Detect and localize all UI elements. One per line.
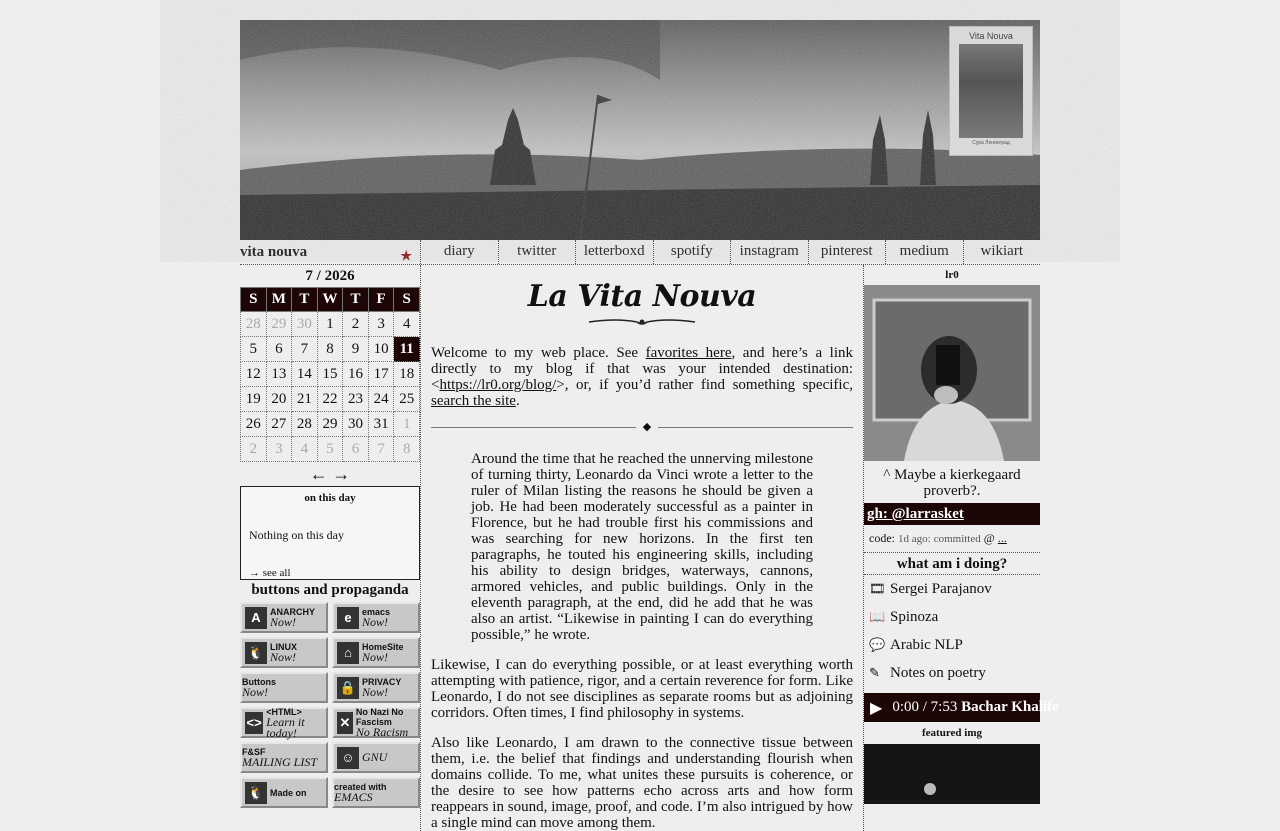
site-name[interactable] bbox=[240, 240, 420, 265]
activity-label: Spinoza bbox=[890, 608, 939, 625]
badge-line1: emacs bbox=[362, 607, 391, 617]
badge-button[interactable] bbox=[332, 672, 420, 703]
weekday-header: T bbox=[343, 288, 369, 312]
header-banner-image bbox=[240, 20, 1040, 240]
weekday-header: S bbox=[394, 288, 420, 312]
featured-image[interactable] bbox=[864, 744, 1040, 804]
diamond-icon: ◆ bbox=[636, 421, 658, 433]
badge-icon: A bbox=[245, 607, 267, 629]
activity-item[interactable] bbox=[864, 631, 1040, 659]
calendar-day[interactable]: 28 bbox=[292, 412, 318, 437]
calendar-day[interactable]: 1 bbox=[394, 412, 420, 437]
badge-line2: No Racism bbox=[355, 725, 409, 739]
calendar-day[interactable]: 29 bbox=[317, 412, 343, 437]
calendar-week bbox=[241, 412, 420, 437]
github-link[interactable]: gh: @larrasket bbox=[864, 503, 1040, 525]
calendar-day[interactable]: 7 bbox=[292, 337, 318, 362]
weekday-header: S bbox=[241, 288, 267, 312]
activity-item[interactable] bbox=[864, 659, 1040, 687]
postcard-image bbox=[959, 44, 1023, 138]
nav-medium[interactable]: medium bbox=[885, 240, 963, 264]
page bbox=[240, 20, 1059, 831]
main-content bbox=[420, 265, 864, 831]
activity-item[interactable] bbox=[864, 575, 1040, 603]
weekday-header: M bbox=[266, 288, 292, 312]
leonardo-quote: Around the time that he reached the unnerving milestone of turning thirty, Leonardo da Vinci wrote a letter to the ruler of Milan listing the reasons he should be given a job. He had been moderately successful as a painter in Florence, but he had trouble first his commissions and was searching for new horizons. In the first ten paragraphs, he touted his engineering skills, including his ability to design bridges, waterways, cannons, armored vehicles, and public buildings. Only in the eleventh paragraph, at the end, did he add that he was also an artist. “Likewise in painting I can do everything possible,” he wrote. bbox=[471, 451, 813, 643]
badge-line2: Learn it today! bbox=[266, 714, 305, 740]
profile-photo bbox=[864, 285, 1040, 461]
calendar-week bbox=[241, 337, 420, 362]
calendar-day[interactable]: 10 bbox=[368, 337, 394, 362]
weekday-header: W bbox=[317, 288, 343, 312]
calendar-month-label: 7 / 2026 bbox=[305, 268, 355, 284]
calendar-day[interactable]: 5 bbox=[317, 437, 343, 462]
calendar-day[interactable]: 14 bbox=[292, 362, 318, 387]
calendar-day[interactable]: 3 bbox=[266, 437, 292, 462]
postcard-thumbnail[interactable] bbox=[949, 26, 1033, 156]
calendar-day[interactable]: 6 bbox=[266, 337, 292, 362]
calendar-week bbox=[241, 387, 420, 412]
badge-icon: 🐧 bbox=[245, 782, 267, 804]
commit-repo-link[interactable]: ... bbox=[997, 531, 1007, 545]
calendar-day[interactable]: 2 bbox=[343, 312, 369, 337]
badge-line2: EMACS bbox=[334, 790, 373, 804]
activity-item[interactable] bbox=[864, 603, 1040, 631]
what-am-i-doing-heading: what am i doing? bbox=[864, 553, 1040, 575]
on-this-day-box bbox=[240, 486, 420, 580]
nav-twitter[interactable]: twitter bbox=[498, 240, 576, 264]
calendar-day[interactable]: 4 bbox=[292, 437, 318, 462]
play-icon[interactable]: ▶ bbox=[870, 699, 883, 717]
buttons-grid bbox=[240, 602, 420, 808]
badge-line2: Now! bbox=[270, 650, 297, 664]
badge-button[interactable] bbox=[240, 637, 328, 668]
calendar-day[interactable]: 18 bbox=[394, 362, 420, 387]
badge-line1: created with bbox=[334, 782, 387, 792]
nav-diary[interactable]: diary bbox=[420, 240, 498, 264]
calendar-next-arrow[interactable]: → bbox=[332, 464, 351, 484]
badge-line2: Now! bbox=[270, 615, 297, 629]
calendar-day[interactable]: 31 bbox=[368, 412, 394, 437]
on-this-day-text: Nothing on this day bbox=[249, 528, 344, 542]
blog-link[interactable]: https://lr0.org/blog/ bbox=[439, 377, 557, 393]
badge-button[interactable] bbox=[332, 742, 420, 773]
postcard-caption: Сура Ленинград bbox=[972, 140, 1010, 146]
favorites-link[interactable]: favorites here bbox=[645, 345, 732, 361]
nav-wikiart[interactable]: wikiart bbox=[963, 240, 1041, 264]
calendar-day[interactable]: 25 bbox=[394, 387, 420, 412]
weekday-header: F bbox=[368, 288, 394, 312]
badge-button[interactable] bbox=[332, 777, 420, 808]
calendar-day[interactable]: 19 bbox=[241, 387, 267, 412]
code-activity: code: 1d ago: committed @ ... bbox=[864, 525, 1040, 553]
calendar-day[interactable]: 1 bbox=[317, 312, 343, 337]
calendar-day[interactable]: 24 bbox=[368, 387, 394, 412]
badge-icon: 🔒 bbox=[337, 677, 359, 699]
logo-flourish-icon bbox=[587, 317, 697, 327]
top-navigation-row bbox=[240, 240, 1040, 265]
player-artist: Bachar Khalife bbox=[961, 699, 1059, 715]
calendar-week bbox=[241, 437, 420, 462]
badge-line2: Now! bbox=[362, 650, 389, 664]
left-sidebar bbox=[240, 265, 420, 831]
badge-icon: 🐧 bbox=[245, 642, 267, 664]
speech-icon: 💬 bbox=[869, 637, 886, 652]
nav-pinterest[interactable]: pinterest bbox=[808, 240, 886, 264]
postcard-title: Vita Nouva bbox=[969, 31, 1013, 41]
main-nav bbox=[420, 240, 1040, 264]
film-icon: 🎞 bbox=[869, 581, 886, 596]
badge-button[interactable] bbox=[240, 672, 328, 703]
on-this-day-heading: on this day bbox=[304, 492, 356, 504]
right-sidebar bbox=[864, 265, 1059, 831]
featured-img-heading: featured img bbox=[922, 727, 982, 739]
badge-line2: Now! bbox=[362, 685, 389, 699]
calendar-day[interactable]: 22 bbox=[317, 387, 343, 412]
calendar-day[interactable]: 28 bbox=[241, 312, 267, 337]
badge-button[interactable] bbox=[240, 602, 328, 633]
calendar-day[interactable]: 8 bbox=[317, 337, 343, 362]
intro-paragraph: Welcome to my web place. See favorites here, and here’s a link directly to my blog if that was your intended destination: <https://lr0.org/blog/>, or, if you’d rather find something specific, search the site. bbox=[431, 345, 854, 409]
badge-line1: HomeSite bbox=[362, 642, 404, 652]
calendar-nav bbox=[240, 462, 420, 486]
calendar-prev-arrow[interactable]: ← bbox=[309, 464, 328, 484]
player-time: 0:00 / 7:53 bbox=[892, 699, 958, 715]
search-link[interactable]: search the site bbox=[431, 393, 516, 409]
nav-spotify[interactable]: spotify bbox=[653, 240, 731, 264]
badge-icon: ☺ bbox=[337, 747, 359, 769]
badge-icon: <> bbox=[245, 712, 263, 734]
activity-label: Notes on poetry bbox=[890, 664, 986, 681]
badge-button[interactable] bbox=[332, 707, 420, 738]
calendar-week bbox=[241, 362, 420, 387]
badge-line1: <HTML> bbox=[266, 706, 302, 717]
calendar-day[interactable]: 12 bbox=[241, 362, 267, 387]
calendar-day[interactable]: 5 bbox=[241, 337, 267, 362]
site-logo bbox=[431, 279, 853, 329]
nav-letterboxd[interactable]: letterboxd bbox=[575, 240, 653, 264]
commit-link[interactable]: committed bbox=[933, 533, 981, 545]
badge-line1: PRIVACY bbox=[362, 677, 402, 687]
book-icon: 📖 bbox=[869, 609, 886, 624]
audio-player bbox=[864, 693, 1059, 722]
badge-line1: F&SF bbox=[242, 747, 266, 757]
badge-button[interactable] bbox=[240, 777, 328, 808]
badge-icon: e bbox=[337, 607, 359, 629]
activity-label: Sergei Parajanov bbox=[890, 580, 992, 597]
badge-line1: LINUX bbox=[270, 642, 297, 652]
pencil-icon: ✎ bbox=[869, 665, 880, 680]
calendar-day[interactable]: 21 bbox=[292, 387, 318, 412]
badge-button[interactable] bbox=[332, 602, 420, 633]
calendar-day[interactable]: 20 bbox=[266, 387, 292, 412]
calendar-day[interactable]: 8 bbox=[394, 437, 420, 462]
weekday-header: T bbox=[292, 288, 318, 312]
calendar-day[interactable]: 13 bbox=[266, 362, 292, 387]
nav-instagram[interactable]: instagram bbox=[730, 240, 808, 264]
badge-line2: GNU bbox=[362, 750, 388, 764]
calendar-day[interactable]: 6 bbox=[343, 437, 369, 462]
profile-handle: lr0 bbox=[945, 269, 959, 281]
calendar-day[interactable]: 29 bbox=[266, 312, 292, 337]
activity-list bbox=[864, 575, 1040, 687]
badge-icon: ✕ bbox=[337, 712, 353, 734]
logo-text: La Vita Nouva bbox=[527, 279, 757, 314]
badge-line2: MAILING LIST bbox=[242, 755, 318, 769]
see-all-link[interactable]: → see all bbox=[249, 567, 291, 579]
calendar-day[interactable]: 23 bbox=[343, 387, 369, 412]
calendar-day[interactable]: 4 bbox=[394, 312, 420, 337]
calendar-day[interactable]: 3 bbox=[368, 312, 394, 337]
badge-line1: Made on bbox=[270, 787, 307, 798]
buttons-heading: buttons and propaganda bbox=[251, 582, 409, 598]
badge-line1: Buttons bbox=[242, 677, 276, 687]
site-name-label: vita nouva bbox=[240, 244, 308, 260]
body-paragraph-2: Also like Leonardo, I am drawn to the connective tissue between them, i.e. the belief that findings and understanding flourish when domains collide. To me, what unites these pursuits is coherence, or the desire to see how patterns echo across arts and how form reappears in sound, image, proof, and code. I’m also intrigued by how a single mind can move among them. bbox=[431, 735, 853, 831]
calendar-day[interactable]: 30 bbox=[343, 412, 369, 437]
calendar-day[interactable]: 26 bbox=[241, 412, 267, 437]
body-paragraph-1: Likewise, I can do everything possible, or at least everything worth attempting with patience, rigor, and a certain reverence for form. Like Leonardo, I do not see disciplines as separate rooms but as adjoining corridors. Often times, I find philosophy in systems. bbox=[431, 657, 853, 721]
calendar-day[interactable]: 30 bbox=[292, 312, 318, 337]
activity-label: Arabic NLP bbox=[890, 636, 963, 653]
calendar-day[interactable]: 27 bbox=[266, 412, 292, 437]
calendar-day[interactable]: 2 bbox=[241, 437, 267, 462]
badge-button[interactable] bbox=[332, 637, 420, 668]
badge-button[interactable] bbox=[240, 742, 328, 773]
badge-line1: ANARCHY bbox=[270, 607, 315, 617]
badge-line2: Now! bbox=[242, 685, 269, 699]
badge-button[interactable] bbox=[240, 707, 328, 738]
calendar-week bbox=[241, 312, 420, 337]
calendar bbox=[240, 287, 420, 462]
badge-line1: No Nazi No Fascism bbox=[355, 707, 404, 727]
calendar-day[interactable]: 17 bbox=[368, 362, 394, 387]
calendar-day[interactable]: 16 bbox=[343, 362, 369, 387]
calendar-day[interactable]: 9 bbox=[343, 337, 369, 362]
section-divider bbox=[431, 423, 853, 431]
calendar-day[interactable]: 7 bbox=[368, 437, 394, 462]
badge-line2: Now! bbox=[362, 615, 389, 629]
calendar-day[interactable]: 11 bbox=[394, 337, 420, 362]
badge-icon: ⌂ bbox=[337, 642, 359, 664]
photo-caption: ^ Maybe a kierkegaard proverb?. bbox=[883, 467, 1021, 499]
star-icon: ★ bbox=[400, 247, 412, 263]
calendar-day[interactable]: 15 bbox=[317, 362, 343, 387]
